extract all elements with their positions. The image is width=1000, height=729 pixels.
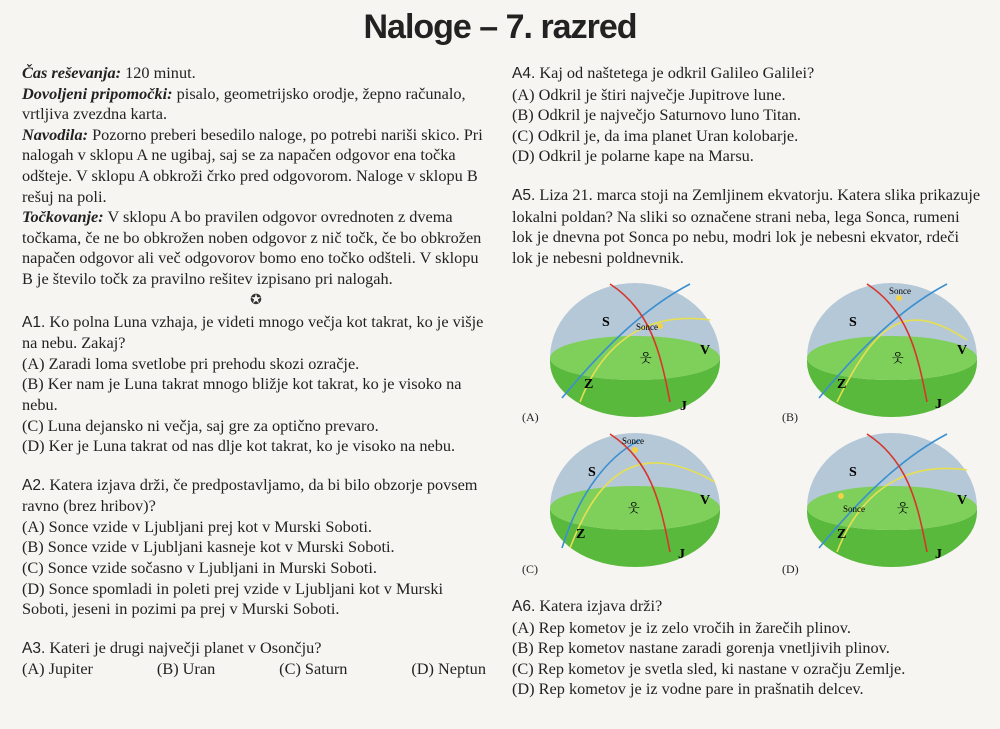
- a4-option-c[interactable]: (C) Odkril je, da ima planet Uran kolobarje.: [512, 125, 799, 145]
- a3-option-b[interactable]: (B) Uran: [156, 659, 216, 679]
- question-a1: A1. Ko polna Luna vzhaja, je videti mnogo večja kot takrat, ko je višje na nebu. Zakaj?: [22, 311, 484, 353]
- label-v: V: [700, 493, 711, 508]
- a1-option-a[interactable]: (A) Zaradi loma svetlobe pri prehodu skozi ozračje.: [22, 353, 360, 373]
- intro-tools: Dovoljeni pripomočki: pisalo, geometrijsko orodje, žepno računalo, vrtljiva zvezdna karta.: [22, 83, 466, 124]
- label-j: J: [935, 547, 942, 562]
- question-a2: A2. Katera izjava drži, če predpostavljamo, da bi bilo obzorje povsem ravno (brez hribov)?: [22, 474, 478, 516]
- figure-d[interactable]: [797, 430, 987, 570]
- label-s: S: [849, 315, 857, 330]
- figure-a[interactable]: [540, 280, 730, 420]
- a1-option-c[interactable]: (C) Luna dejansko ni večja, saj gre za optično prevaro.: [22, 415, 379, 435]
- label-s: S: [602, 315, 610, 330]
- label-sun: Sonce: [622, 436, 644, 446]
- a6-option-d[interactable]: (D) Rep kometov je iz vodne pare in prašnatih delcev.: [512, 679, 864, 699]
- label-j: J: [680, 399, 687, 414]
- a2-option-d[interactable]: (D) Sonce spomladi in poleti prej vzide v Ljubljani kot v Murski Soboti, jeseni in pozimi pa prej v Murski Soboti.: [22, 578, 443, 619]
- figure-b-label: (B): [782, 410, 798, 424]
- label-sun: Sonce: [843, 504, 865, 514]
- a1-option-b[interactable]: (B) Ker nam je Luna takrat mnogo bližje kot takrat, ko je visoko na nebu.: [22, 374, 462, 414]
- figure-b[interactable]: [797, 280, 987, 420]
- question-a6: A6. Katera izjava drži?: [512, 596, 663, 615]
- intro-scoring: Točkovanje: V sklopu A bo pravilen odgovor ovrednoten z dvema točkama, če ne bo obkrožen noben odgovor z nič točk, če bo obkrožen napačen odgovor ali več odgovorov bomo eno točko odšteli. V sklopu B je število točk za pravilno rešitev izpisano pri nalogah.: [22, 207, 482, 288]
- a3-option-d[interactable]: (D) Neptun: [411, 659, 486, 679]
- label-z: Z: [576, 527, 586, 542]
- question-a5: A5. Liza 21. marca stoji na Zemljinem ekvatorju. Katera slika prikazuje lokalni poldan? Na sliki so označene strani neba, lega Sonca, rumeni lok je dnevna pot Sonca po nebu, modri lok je nebesni ekvator, rdeči lok je nebesni poldnevnik.: [512, 184, 981, 267]
- label-z: Z: [837, 527, 847, 542]
- a6-option-b[interactable]: (B) Rep kometov nastane zaradi gorenja vnetljivih plinov.: [512, 638, 890, 658]
- label-v: V: [957, 493, 968, 508]
- sky-figures: [512, 278, 982, 578]
- a4-option-a[interactable]: (A) Odkril je štiri največje Jupitrove lune.: [512, 84, 786, 104]
- figure-a-drawing: [540, 280, 730, 420]
- figure-d-drawing: [797, 430, 987, 570]
- a3-option-a[interactable]: (A) Jupiter: [22, 659, 93, 679]
- label-s: S: [588, 465, 596, 480]
- person-icon: 웃: [892, 351, 904, 365]
- label-s: S: [849, 465, 857, 480]
- label-v: V: [700, 343, 711, 358]
- question-a4: A4. Kaj od naštetega je odkril Galileo Galilei?: [512, 63, 815, 82]
- intro-time: Čas reševanja: 120 minut.: [22, 63, 196, 82]
- a1-option-d[interactable]: (D) Ker je Luna takrat od nas dlje kot takrat, ko je visoko na nebu.: [22, 436, 456, 456]
- page-title: Naloge – 7. razred: [363, 8, 637, 46]
- label-z: Z: [584, 377, 594, 392]
- label-z: Z: [837, 377, 847, 392]
- label-sun: Sonce: [636, 322, 658, 332]
- a3-option-c[interactable]: (C) Saturn: [279, 659, 348, 679]
- a2-option-a[interactable]: (A) Sonce vzide v Ljubljani prej kot v Murski Soboti.: [22, 516, 372, 536]
- left-column: [22, 63, 490, 680]
- question-a3: A3. Kateri je drugi največji planet v Osončju?: [22, 637, 322, 657]
- person-icon: 웃: [628, 501, 640, 515]
- a4-option-b[interactable]: (B) Odkril je največjo Saturnovo luno Titan.: [512, 105, 801, 125]
- separator-icon: ✪: [250, 292, 262, 308]
- figure-d-label: (D): [782, 562, 799, 576]
- label-j: J: [678, 547, 685, 562]
- figure-b-drawing: [797, 280, 987, 420]
- a6-option-a[interactable]: (A) Rep kometov je iz zelo vročih in žarečih plinov.: [512, 617, 851, 637]
- person-icon: 웃: [897, 501, 909, 515]
- label-v: V: [957, 343, 968, 358]
- figure-c[interactable]: [540, 430, 730, 570]
- figure-c-drawing: [540, 430, 730, 570]
- a2-option-b[interactable]: (B) Sonce vzide v Ljubljani kasneje kot v Murski Soboti.: [22, 537, 395, 557]
- person-icon: 웃: [640, 351, 652, 365]
- a3-options: [22, 659, 490, 680]
- a6-option-c[interactable]: (C) Rep kometov je svetla sled, ki nastane v ozračju Zemlje.: [512, 658, 906, 678]
- figure-a-label: (A): [522, 410, 539, 424]
- right-column-bottom: [512, 596, 982, 700]
- label-j: J: [935, 397, 942, 412]
- a4-option-d[interactable]: (D) Odkril je polarne kape na Marsu.: [512, 146, 754, 166]
- figure-c-label: (C): [522, 562, 538, 576]
- right-column: [512, 63, 982, 268]
- label-sun: Sonce: [889, 286, 911, 296]
- intro-instructions: Navodila: Pozorno preberi besedilo naloge, po potrebi nariši skico. Pri nalogah v sklopu A ne ugibaj, saj se za napačen odgovor ena točka odšteje. V sklopu A obkroži črko pred odgovorom. Naloge v sklopu B rešuj na poli.: [22, 124, 483, 206]
- a2-option-c[interactable]: (C) Sonce vzide sočasno v Ljubljani in Murski Soboti.: [22, 558, 377, 578]
